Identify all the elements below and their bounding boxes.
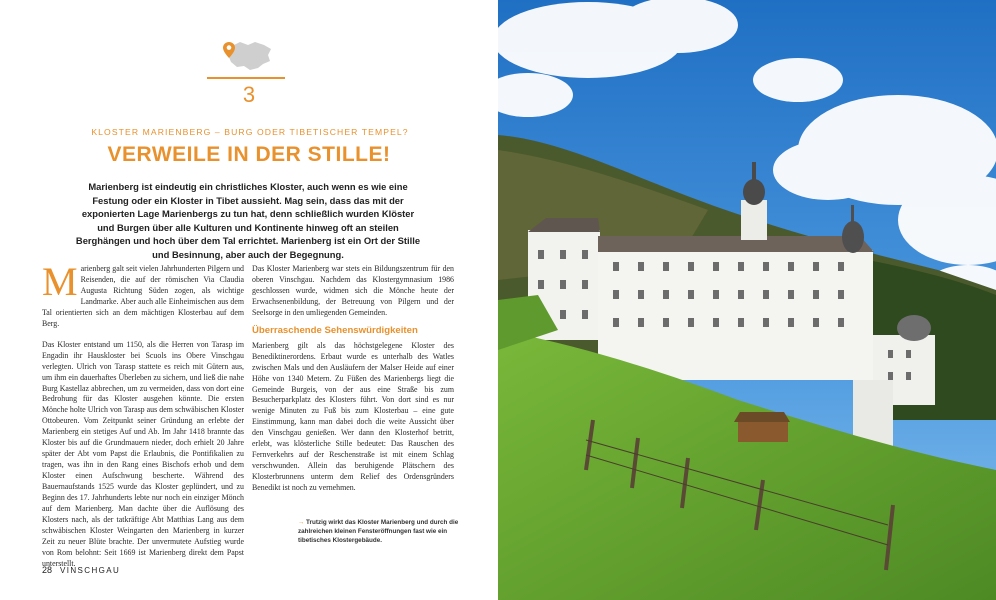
chapter-number: 3 — [242, 82, 256, 107]
paragraph-3: Das Kloster Marienberg war stets ein Bildungszentrum für den oberen Vinschgau. Nachdem das Klostergymnasium 1986 geschlossen wurde, widmen sich die Mönche heute der Erwachsenenbildung, der Betreuung von Pilgern und der Seelsorge in den umliegenden Gemeinden. — [252, 264, 454, 317]
article-kicker: KLOSTER MARIENBERG – BURG ODER TIBETISCHER TEMPEL? — [91, 127, 409, 137]
article-lead: Marienberg ist eindeutig ein christliches Kloster, auch wenn es wie eine Festung oder ein Kloster in Tibet aussieht. Mag sein, dass das mit der exponierten Lage Marienbergs zu tun hat, denn schließlich wurden Klöster und Burgen über alle Kulturen und Kontinente hinweg oft an steilen Berghängen und hoch über dem Tal errichtet. Marienberg ist ein Ort der Stille und Besinnung, aber auch der Begegnung. — [75, 181, 421, 260]
text-column-left — [42, 259, 244, 570]
article-title: VERWEILE IN DER STILLE! — [107, 143, 391, 166]
monastery-illustration — [498, 0, 996, 600]
paragraph-1: arienberg galt seit vielen Jahrhunderten Pilgern und Reisenden, die auf der römischen Via Claudia Augusta Richtung Süden zogen, als wichtige Landmarke. Aber auch alle Einheimischen aus dem Tal orientierten sich an dem mächtigen Klosterbau auf dem Berg. — [42, 264, 244, 328]
photo-caption — [298, 518, 463, 545]
paragraph-2: Das Kloster entstand um 1150, als die Herren von Tarasp im Engadin ihr Hauskloster bei Scuols ins Obere Vinschgau verlegten. Ulrich von Tarasp stattete es reich mit Gütern aus, um ihm ein dauerhaftes Überleben zu sichern, und ließ die nahe Burg Kastellaz abbrechen, um zu vermeiden, dass von dort eine Bedrohung für das Kloster ausgehen könnte. Die ersten Mönche holte Ulrich von Tarasp aus dem schwäbischen Kloster Ottobeuren. Vom Zeitpunkt seiner Gründung an erlebte der Marienberg ein stetiges Auf und Ab. Im Jahr 1418 brannte das Kloster bis auf die Grundmauern nieder, doch erhielt 20 Jahre später der Abt vom Papst die Erlaubnis, die Pontifikalien zu tragen, was ihn in den Rang eines Bischofs erhob und dem Kloster einen Aufschwung bescherte. Während des Bauernaufstands 1525 wurde das Kloster geplündert, und zu Beginn des 17. Jahrhunderts lebte nur noch ein einziger Mönch auf dem Marienberg. Man dachte über die Auflösung des Klosters nach, als der tatkräftige Abt Matthias Lang aus dem schwäbischen Kloster Weingarten den Marienberg in kurzer Zeit zu neuer Blüte brachte. Der unvermutete Aufstieg wurde von Rom belohnt: Seit 1669 ist Marienberg direkt dem Papst unterstellt. — [42, 339, 244, 568]
shed — [738, 420, 788, 442]
chapter-rule — [207, 77, 285, 79]
drop-cap: M — [42, 259, 78, 304]
map-pin-region-icon — [222, 40, 274, 72]
monastery-photo — [498, 0, 996, 600]
paragraph-4: Marienberg gilt als das höchstgelegene Kloster des Benediktinerordens. Erbaut wurde es unterhalb des Watles zwischen Mals und den Ausläufern der Malser Heide auf einer Höhe von 1340 Metern. Zu Füßen des Marienbergs liegt die Gemeinde Burgeis, von der aus eine Straße bis zum Besucherparkplatz des Klosters führt. Von dort sind es nur wenige Minuten zu Fuß bis zum Klosterbau – eine gute Einstimmung, kann man dabei doch die weite Aussicht über den Vinschgau genießen. Wer dann den Klosterhof betritt, erlebt, was klösterliche Stille bedeutet: Das Rauschen des Fernverkehrs auf der Reschenstraße ist mit einem Schlag verschwunden. Allein das beruhigende Plätschern des Klosterbrunnens unterm dem Relief des Ordensgründers Benedikt ist noch zu vernehmen. — [252, 340, 454, 493]
section-subhead: Überraschende Sehenswürdigkeiten — [252, 324, 418, 336]
section-name: VINSCHGAU — [60, 566, 121, 575]
caption-text: Trutzig wirkt das Kloster Marienberg und durch die zahlreichen kleinen Fensteröffnungen fast wie ein tibetisches Klostergebäude. — [298, 519, 459, 544]
page-number: 28 — [42, 565, 53, 575]
intro-paragraph — [42, 259, 244, 330]
text-column-right — [252, 264, 454, 494]
caption-arrow-icon: → — [298, 519, 305, 526]
folio — [42, 565, 120, 575]
